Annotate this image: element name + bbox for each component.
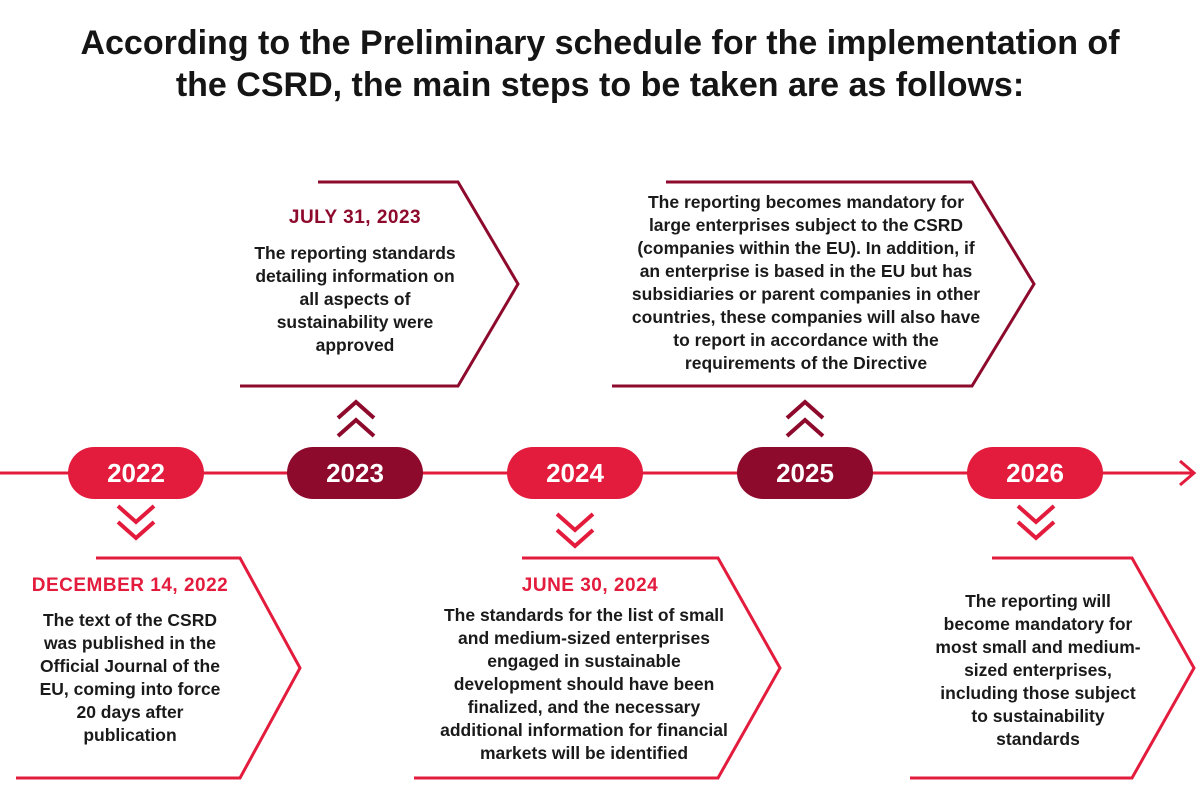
event-text-line: detailing information on xyxy=(255,266,455,286)
event-text-line: publication xyxy=(83,725,177,745)
event-text-line: to sustainability xyxy=(971,706,1105,726)
event-text-line: development should have been xyxy=(453,674,715,694)
event-text-line: including those subject xyxy=(940,683,1136,703)
year-pill-2023: 2023 xyxy=(287,447,423,499)
event-text-line: The standards for the list of small xyxy=(443,605,725,625)
event-text-line: The reporting standards xyxy=(254,243,456,263)
event-text-2026 xyxy=(918,590,1158,751)
chevron-down-icon-2024 xyxy=(557,514,593,546)
event-text-line: standards xyxy=(996,729,1080,749)
event-text-line: was published in the xyxy=(43,633,217,653)
chevron-down-icon-2026 xyxy=(1018,506,1054,538)
event-text-line: sized enterprises, xyxy=(964,660,1112,680)
event-text-line: The reporting becomes mandatory for xyxy=(647,192,965,212)
event-date-2023: JULY 31, 2023 xyxy=(288,207,422,228)
event-text-line: Official Journal of the xyxy=(40,656,220,676)
year-pill-2022: 2022 xyxy=(68,447,204,499)
year-pill-2026: 2026 xyxy=(967,447,1103,499)
year-pill-2024: 2024 xyxy=(507,447,643,499)
chevron-up-icon-2025 xyxy=(787,402,823,436)
event-text-line: to report in accordance with the xyxy=(673,330,939,350)
event-text-line: additional information for financial xyxy=(440,720,728,740)
event-text-line: requirements of the Directive xyxy=(684,353,928,373)
year-pill-2025: 2025 xyxy=(737,447,873,499)
event-text-line: most small and medium- xyxy=(935,637,1141,657)
event-text-line: an enterprise is based in the EU but has xyxy=(639,261,973,281)
event-text-line: approved xyxy=(315,335,395,355)
chevron-down-icon-2022 xyxy=(118,506,154,538)
event-text-line: subsidiaries or parent companies in other xyxy=(631,284,981,304)
event-text-line: EU, coming into force xyxy=(39,679,221,699)
event-text-line: (companies within the EU). In addition, if xyxy=(637,238,975,258)
title-line-1: According to the Preliminary schedule for the implementation of xyxy=(80,24,1120,62)
event-text-line: The text of the CSRD xyxy=(42,610,218,630)
event-date-2022: DECEMBER 14, 2022 xyxy=(31,575,229,596)
chevron-up-icon-2023 xyxy=(338,402,374,436)
event-text-2023 xyxy=(235,242,475,357)
event-text-line: sustainability were xyxy=(276,312,434,332)
event-text-line: engaged in sustainable xyxy=(487,651,681,671)
event-text-line: all aspects of xyxy=(299,289,411,309)
event-text-2022 xyxy=(20,609,240,747)
event-text-2025 xyxy=(610,191,1002,375)
event-text-line: countries, these companies will also have xyxy=(631,307,981,327)
event-date-2024: JUNE 30, 2024 xyxy=(521,575,659,596)
event-text-line: markets will be identified xyxy=(479,743,689,763)
title-line-2: the CSRD, the main steps to be taken are as follows: xyxy=(175,66,1025,104)
event-text-line: become mandatory for xyxy=(943,614,1133,634)
event-text-line: 20 days after xyxy=(76,702,184,722)
event-text-2024 xyxy=(420,604,748,765)
event-text-line: and medium-sized enterprises xyxy=(458,628,710,648)
event-text-line: finalized, and the necessary xyxy=(467,697,701,717)
event-text-line: The reporting will xyxy=(965,591,1111,611)
event-text-line: large enterprises subject to the CSRD xyxy=(648,215,964,235)
